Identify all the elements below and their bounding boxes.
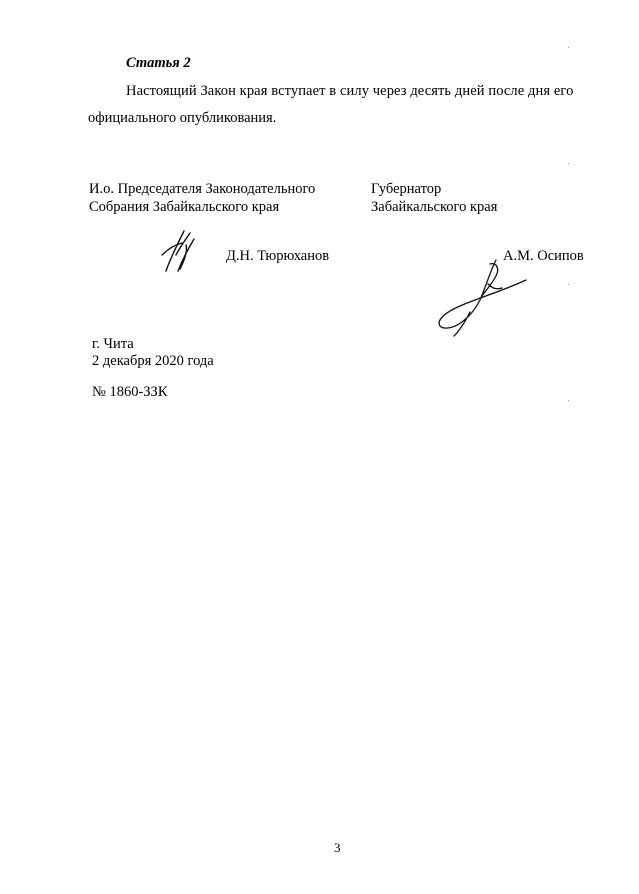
left-signatory-name: Д.Н. Тюрюханов [226,248,330,264]
scan-speck [568,400,569,401]
scan-speck [568,47,569,48]
right-signatory-position-line-1: Губернатор [371,181,442,197]
left-signatory-position-line-2: Собрания Забайкальского края [89,199,280,215]
date: 2 декабря 2020 года [92,353,214,369]
city: г. Чита [92,336,134,352]
left-signatory-position-line-1: И.о. Председателя Законодательного [89,181,316,197]
scan-speck [568,163,569,164]
article-paragraph-line-2: официального опубликования. [88,110,277,126]
right-signatory-position-line-2: Забайкальского края [371,199,498,215]
article-paragraph-line-1: Настоящий Закон края вступает в силу через десять дней после дня его [126,83,574,99]
law-number: № 1860-ЗЗК [92,384,168,400]
left-signature-icon [148,225,208,275]
page-number: 3 [334,840,341,855]
right-signatory-name: А.М. Осипов [503,248,584,264]
scan-speck [568,284,569,285]
article-title: Статья 2 [126,55,191,71]
